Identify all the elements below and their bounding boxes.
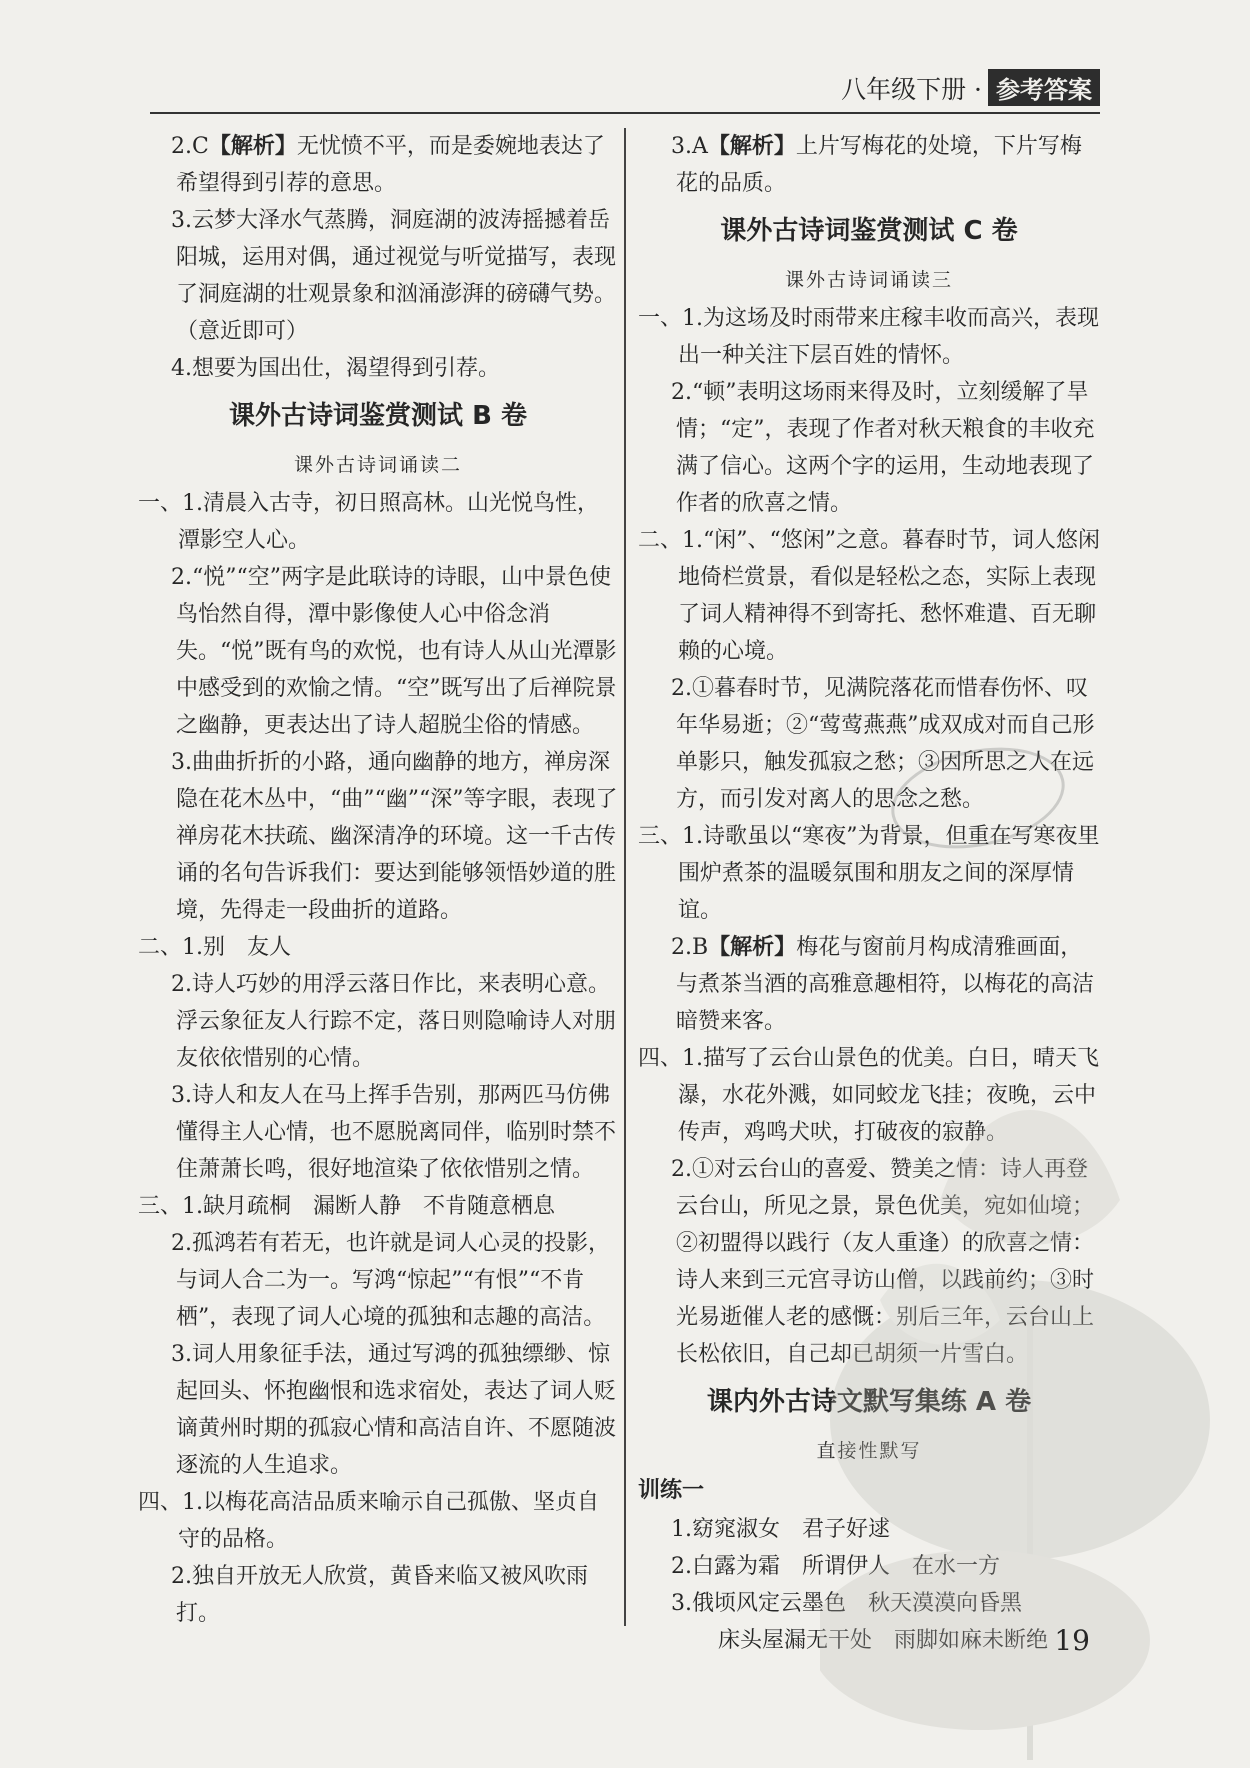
- page-header: [150, 72, 1100, 114]
- item-number: 3.: [171, 1083, 192, 1108]
- item-number: 2.: [671, 935, 692, 960]
- answer-item: [638, 1511, 1100, 1548]
- item-text: 云梦大泽水气蒸腾，洞庭湖的波涛摇撼着岳阳城，运用对偶，通过视觉与听觉描写，表现了洞庭湖的壮观景象和汹涌澎湃的磅礴气势。（意近即可）: [176, 208, 617, 344]
- answer-item: [638, 1548, 1100, 1585]
- item-number: 四、1.: [638, 1046, 703, 1071]
- answer-item: [638, 1585, 1100, 1622]
- answer-item: [638, 128, 1100, 202]
- item-number: 2.: [171, 565, 192, 590]
- answer-item: [638, 818, 1100, 929]
- item-text: 缺月疏桐 漏断人静 不肯随意栖息: [203, 1194, 556, 1219]
- answer-item: [138, 1484, 618, 1558]
- item-number: 1.: [671, 1517, 692, 1542]
- answer-line: 床头屋漏无干处 雨脚如麻未断绝: [718, 1628, 1049, 1653]
- item-text: 梅花与窗前月构成清雅画面，与煮茶当酒的高雅意趣相符，以梅花的高洁暗赞来客。: [676, 935, 1095, 1034]
- answer-item: [138, 202, 618, 350]
- answer-item: [638, 522, 1100, 670]
- answer-item: [138, 929, 618, 966]
- item-number: 三、1.: [638, 824, 703, 849]
- item-number: 3.: [171, 208, 192, 233]
- item-number: 一、1.: [638, 306, 703, 331]
- item-text: 诗歌虽以“寒夜”为背景，但重在写寒夜里围炉煮茶的温暖氛围和朋友之间的深厚情谊。: [678, 824, 1100, 923]
- analysis-label: 【解析】: [708, 934, 797, 960]
- analysis-label: 【解析】: [707, 133, 796, 159]
- item-text: 曲曲折折的小路，通向幽静的地方，禅房深隐在花木丛中，“曲”“幽”“深”等字眼，表现了禅房花木扶疏、幽深清净的环境。这一千古传诵的名句告诉我们：要达到能够领悟妙道的胜境，先得走一段曲折的道路。: [176, 750, 618, 923]
- item-number: 3.: [671, 134, 692, 159]
- item-number: 2.: [171, 1564, 192, 1589]
- answer-item: [138, 350, 618, 387]
- item-text: 词人用象征手法，通过写鸿的孤独缥缈、惊起回头、怀抱幽恨和选求宿处，表达了词人贬谪黄州时期的孤寂心情和高洁自许、不愿随波逐流的人生追求。: [176, 1342, 617, 1478]
- item-text: 清晨入古寺，初日照高林。山光悦鸟性，潭影空人心。: [178, 491, 600, 553]
- choice-letter: B: [692, 935, 709, 960]
- answer-item: [138, 559, 618, 744]
- section-subtitle: 直接性默写: [816, 1440, 922, 1462]
- answer-item: [138, 744, 618, 929]
- item-text: 白露为霜 所谓伊人 在水一方: [692, 1554, 1001, 1579]
- item-number: 3.: [671, 1591, 692, 1616]
- item-text: 诗人和友人在马上挥手告别，那两匹马仿佛懂得主人心情，也不愿脱离同伴，临别时禁不住萧萧长鸣，很好地渲染了依依惜别之情。: [176, 1083, 617, 1182]
- item-number: 一、1.: [138, 491, 203, 516]
- answer-item: [138, 1077, 618, 1188]
- answer-item: [638, 929, 1100, 1040]
- item-number: 二、1.: [138, 935, 203, 960]
- section-title: 课外古诗词鉴赏测试 B 卷: [229, 401, 527, 431]
- section-title: 课外古诗词鉴赏测试 C 卷: [720, 216, 1018, 246]
- header-text: [841, 69, 1100, 106]
- answer-badge: 参考答案: [988, 69, 1100, 106]
- answer-item: [138, 128, 618, 202]
- item-number: 2.: [671, 380, 692, 405]
- analysis-label: 【解析】: [208, 133, 297, 159]
- item-text: 上片写梅花的处境，下片写梅花的品质。: [676, 134, 1082, 196]
- item-text: 描写了云台山景色的优美。白日，晴天飞瀑，水花外溅，如同蛟龙飞挂；夜晚，云中传声，鸡鸣犬吠，打破夜的寂静。: [678, 1046, 1100, 1145]
- item-number: 三、1.: [138, 1194, 203, 1219]
- item-text: 孤鸿若有若无，也许就是词人心灵的投影，与词人合二为一。写鸿“惊起”“有恨”“不肯栖”，表现了词人心境的孤独和志趣的高洁。: [176, 1231, 611, 1330]
- choice-letter: C: [192, 134, 209, 159]
- choice-letter: A: [692, 134, 708, 159]
- item-text: ①暮春时节，见满院落花而惜春伤怀、叹年华易逝；②“莺莺燕燕”成双成对而自己形单影只，触发孤寂之愁；③因所思之人在远方，而引发对离人的思念之愁。: [676, 676, 1095, 812]
- item-text: 窈窕淑女 君子好逑: [692, 1517, 891, 1542]
- item-number: 3.: [171, 750, 192, 775]
- item-text: “闲”、“悠闲”之意。暮春时节，词人悠闲地倚栏赏景，看似是轻松之态，实际上表现了词人精神得不到寄托、愁怀难遣、百无聊赖的心境。: [678, 528, 1100, 664]
- item-text: ①对云台山的喜爱、赞美之情：诗人再登云台山，所见之景，景色优美，宛如仙境；②初盟得以践行（友人重逢）的欣喜之情：诗人来到三元宫寻访山僧，以践前约；③时光易逝催人老的感慨：别后三年，云台山上长松依旧，自己却已胡须一片雪白。: [676, 1157, 1095, 1367]
- page-number: 19: [1054, 1624, 1090, 1657]
- training-heading: 训练一: [638, 1478, 705, 1503]
- item-text: 无忧愤不平，而是委婉地表达了希望得到引荐的意思。: [176, 134, 605, 196]
- item-number: 二、1.: [638, 528, 703, 553]
- left-column: [138, 128, 618, 1632]
- item-text: “悦”“空”两字是此联诗的诗眼，山中景色使鸟怡然自得，潭中影像使人心中俗念消失。“悦”既有鸟的欢悦，也有诗人从山光潭影中感受到的欢愉之情。“空”既写出了后禅院景之幽静，更表达出了诗人超脱尘俗的情感。: [176, 565, 617, 738]
- item-number: 4.: [171, 356, 192, 381]
- section-subtitle: 课外古诗词诵读二: [293, 454, 462, 476]
- section-subtitle: 课外古诗词诵读三: [784, 269, 953, 291]
- answer-item: [138, 1225, 618, 1336]
- grade-label: 八年级下册 ·: [841, 74, 982, 104]
- answer-item: [138, 485, 618, 559]
- item-text: 想要为国出仕，渴望得到引荐。: [192, 356, 501, 381]
- answer-item: [638, 374, 1100, 522]
- answer-item: [138, 1188, 618, 1225]
- answer-item: [638, 1151, 1100, 1373]
- item-number: 3.: [171, 1342, 192, 1367]
- item-text: 诗人巧妙的用浮云落日作比，来表明心意。浮云象征友人行踪不定，落日则隐喻诗人对朋友依依惜别的心情。: [176, 972, 617, 1071]
- answer-item: [638, 1040, 1100, 1151]
- item-text: 独自开放无人欣赏，黄昏来临又被风吹雨打。: [176, 1564, 589, 1626]
- item-number: 2.: [171, 972, 192, 997]
- right-column: [638, 128, 1100, 1659]
- item-number: 2.: [171, 134, 192, 159]
- item-text: “顿”表明这场雨来得及时，立刻缓解了旱情；“定”，表现了作者对秋天粮食的丰收充满了信心。这两个字的运用，生动地表现了作者的欣喜之情。: [676, 380, 1095, 516]
- item-text: 以梅花高洁品质来喻示自己孤傲、坚贞自守的品格。: [178, 1490, 600, 1552]
- item-number: 2.: [671, 676, 692, 701]
- section-title: 课内外古诗文默写集练 A 卷: [706, 1387, 1032, 1417]
- answer-item: [138, 966, 618, 1077]
- item-text: 别 友人: [203, 935, 292, 960]
- item-number: 2.: [671, 1157, 692, 1182]
- item-number: 2.: [171, 1231, 192, 1256]
- answer-item: [138, 1558, 618, 1632]
- item-text: 俄顷风定云墨色 秋天漠漠向昏黑: [692, 1591, 1023, 1616]
- item-number: 四、1.: [138, 1490, 203, 1515]
- item-number: 2.: [671, 1554, 692, 1579]
- answer-item: [138, 1336, 618, 1484]
- item-text: 为这场及时雨带来庄稼丰收而高兴，表现出一种关注下层百姓的情怀。: [678, 306, 1100, 368]
- answer-item: [638, 300, 1100, 374]
- column-divider: [624, 128, 626, 1626]
